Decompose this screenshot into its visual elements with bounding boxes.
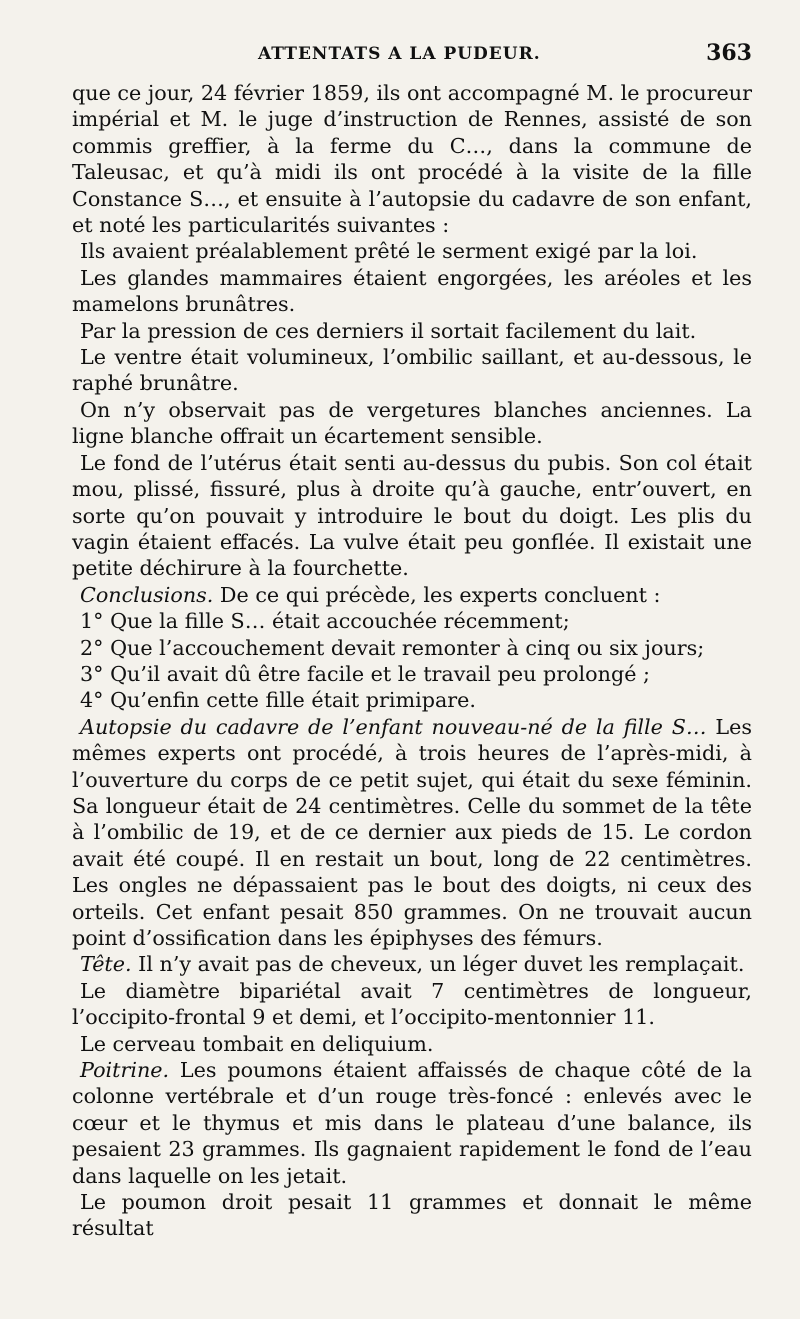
paragraph-text: Le poumon droit pesait 11 grammes et donnait le même résultat: [72, 1190, 752, 1241]
paragraph-text: Le diamètre bipariétal avait 7 centimètres de longueur, l’occipito-frontal 9 et demi, et l’occipito-mentonnier 11.: [72, 978, 752, 1030]
paragraph-text: Le ventre était volumineux, l’ombilic saillant, et au-dessous, le raphé brunâtre.: [72, 345, 752, 396]
paragraph-text: Ils avaient préalablement prêté le serment exigé par la loi.: [80, 239, 698, 264]
paragraph-text: Le fond de l’utérus était senti au-dessus du pubis. Son col était mou, plissé, fissuré, plus à droite qu’à gauche, entr’ouvert, en sorte qu’on pouvait y introduire le bout du doigt. Les plis du vagin étaient effacés. La vulve était peu gonflée. Il existait une petite déchirure à la fourchette.: [72, 450, 752, 581]
list-item: [72, 687, 752, 713]
paragraph: [72, 582, 752, 608]
paragraph-text: De ce qui précède, les experts concluent :: [213, 582, 661, 607]
section-lead: Conclusions.: [80, 582, 214, 607]
paragraph-text: 1° Que la fille S… était accouchée récemment;: [80, 609, 570, 634]
paragraph-text: Le cerveau tombait en deliquium.: [80, 1031, 434, 1056]
paragraph: [72, 397, 752, 450]
paragraph: [72, 1031, 752, 1057]
paragraph-text: Les poumons étaient affaissés de chaque côté de la colonne vertébrale et d’un rouge très-foncé : enlevés avec le cœur et le thymus et mis dans le plateau d’une balance, ils pesaient 23 grammes. Ils gagnaient rapidement le fond de l’eau dans laquelle on les jetait.: [72, 1058, 752, 1188]
paragraph: [72, 265, 752, 318]
paragraph-text: Par la pression de ces derniers il sortait facilement du lait.: [80, 318, 697, 343]
paragraph-text: 3° Qu’il avait dû être facile et le travail peu prolongé ;: [80, 661, 650, 686]
paragraph: [72, 951, 752, 977]
paragraph: [72, 714, 752, 952]
page-number: 363: [706, 40, 752, 66]
body-text: [72, 80, 752, 1242]
paragraph: [72, 318, 752, 344]
paragraph: [72, 238, 752, 264]
paragraph-text: 2° Que l’accouchement devait remonter à cinq ou six jours;: [80, 635, 705, 660]
paragraph-text: Il n’y avait pas de cheveux, un léger duvet les remplaçait.: [131, 952, 745, 977]
running-title: ATTENTATS A LA PUDEUR.: [258, 44, 541, 64]
list-item: [72, 635, 752, 661]
paragraph-text: Les mêmes experts ont procédé, à trois heures de l’après-midi, à l’ouverture du corps de ce petit sujet, qui était du sexe féminin. Sa longueur était de 24 centimètres. Celle du sommet de la tête à l’ombilic de 19, et de ce dernier aux pieds de 15. Le cordon avait été coupé. Il en restait un bout, long de 22 centimètres. Les ongles ne dépassaient pas le bout des doigts, ni ceux des orteils. Cet enfant pesait 850 grammes. On ne trouvait aucun point d’ossification dans les épiphyses des fémurs.: [72, 714, 752, 950]
list-item: [72, 608, 752, 634]
paragraph: [72, 450, 752, 582]
paragraph: [72, 978, 752, 1031]
paragraph: [72, 1189, 752, 1242]
paragraph: [72, 344, 752, 397]
section-lead: Tête.: [80, 952, 132, 977]
section-lead: Autopsie du cadavre de l’enfant nouveau-né de la fille S…: [80, 714, 707, 739]
paragraph: [72, 1057, 752, 1189]
list-item: [72, 661, 752, 687]
paragraph-text: Les glandes mammaires étaient engorgées, les aréoles et les mamelons brunâtres.: [72, 265, 752, 317]
paragraph: [72, 80, 752, 238]
paragraph-text: que ce jour, 24 février 1859, ils ont accompagné M. le procureur impérial et M. le juge d’instruction de Rennes, assisté de son commis greffier, à la ferme du C…, dans la commune de Taleusac, et qu’à midi ils ont procédé à la visite de la fille Constance S…, et ensuite à l’autopsie du cadavre de son enfant, et noté les particularités suivantes :: [72, 81, 752, 238]
paragraph-text: 4° Qu’enfin cette fille était primipare.: [80, 688, 476, 713]
paragraph-text: On n’y observait pas de vergetures blanches anciennes. La ligne blanche offrait un écartement sensible.: [72, 397, 752, 449]
section-lead: Poitrine.: [80, 1058, 170, 1083]
page-header: [72, 38, 752, 74]
